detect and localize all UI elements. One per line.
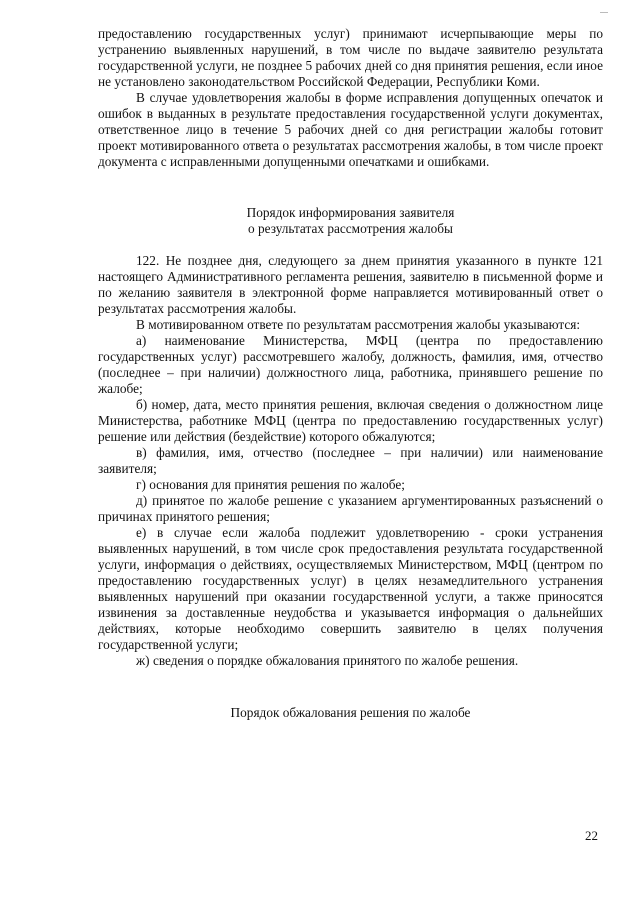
spacer xyxy=(98,237,603,253)
list-item-b: б) номер, дата, место принятия решения, включая сведения о должностном лице Министерства, работнике МФЦ (центра по предоставлению государственных услуг) решение или действия (бездействие) которого обжалуются; xyxy=(98,397,603,444)
list-item-e: е) в случае если жалоба подлежит удовлетворению - сроки устранения выявленных нарушений, в том числе срок предоставления результата государственной услуги, информация о действиях, осуществляемых Министерством, МФЦ (центром по предоставлению государственных услуг) в целях незамедлительного устранения выявленных нарушений при оказании государственной услуги, а также приносятся извинения за доставленные неудобства и указывается информация о дальнейших действиях, которые необходимо совершить заявителю в целях получения государственной услуги; xyxy=(98,525,603,652)
list-item-g: г) основания для принятия решения по жалобе; xyxy=(136,477,405,492)
spacer xyxy=(98,170,603,205)
paragraph-correction: В случае удовлетворения жалобы в форме исправления допущенных опечаток и ошибок в выданных в результате предоставления государственной услуги документах, ответственное лицо в течение 5 рабочих дней со дня регистрации жалобы готовит проект мотивированного ответа о результатах рассмотрения жалобы, в том числе проект документа с исправленными допущенными опечатками и ошибками. xyxy=(98,90,603,169)
paragraph-response-contents: В мотивированном ответе по результатам рассмотрения жалобы указываются: xyxy=(136,317,581,332)
list-item-d: д) принятое по жалобе решение с указанием аргументированных разъяснений о причинах принятого решения; xyxy=(98,493,603,524)
paragraph-continuation: предоставлению государственных услуг) принимают исчерпывающие меры по устранению выявленных нарушений, в том числе по выдаче заявителю результата государственной услуги, не позднее 5 рабочих дней со дня принятия решения, если иное не установлено законодательством Российской Федерации, Республики Коми. xyxy=(98,26,603,89)
paragraph-122: 122. Не позднее дня, следующего за днем принятия указанного в пункте 121 настоящего Административного регламента решения, заявителю в письменной форме и по желанию заявителя в электронной форме направляется мотивированный ответ о результатах рассмотрения жалобы. xyxy=(98,253,603,316)
list-item-v: в) фамилия, имя, отчество (последнее – при наличии) или наименование заявителя; xyxy=(98,445,603,476)
page-number: 22 xyxy=(585,828,598,843)
list-item-zh: ж) сведения о порядке обжалования принятого по жалобе решения. xyxy=(136,653,519,668)
section-heading-line-1: Порядок информирования заявителя xyxy=(246,205,455,220)
list-item-a: а) наименование Министерства, МФЦ (центра по предоставлению государственных услуг) рассмотревшего жалобу, должность, фамилия, имя, отчество (последнее – при наличии) должностного лица, работника, принявшего решение по жалобе; xyxy=(98,333,603,396)
document-body xyxy=(98,26,603,721)
spacer xyxy=(98,669,603,705)
section-heading-line-2: о результатах рассмотрения жалобы xyxy=(248,221,453,236)
section-heading-appeal: Порядок обжалования решения по жалобе xyxy=(230,705,471,720)
scan-mark xyxy=(600,12,608,13)
